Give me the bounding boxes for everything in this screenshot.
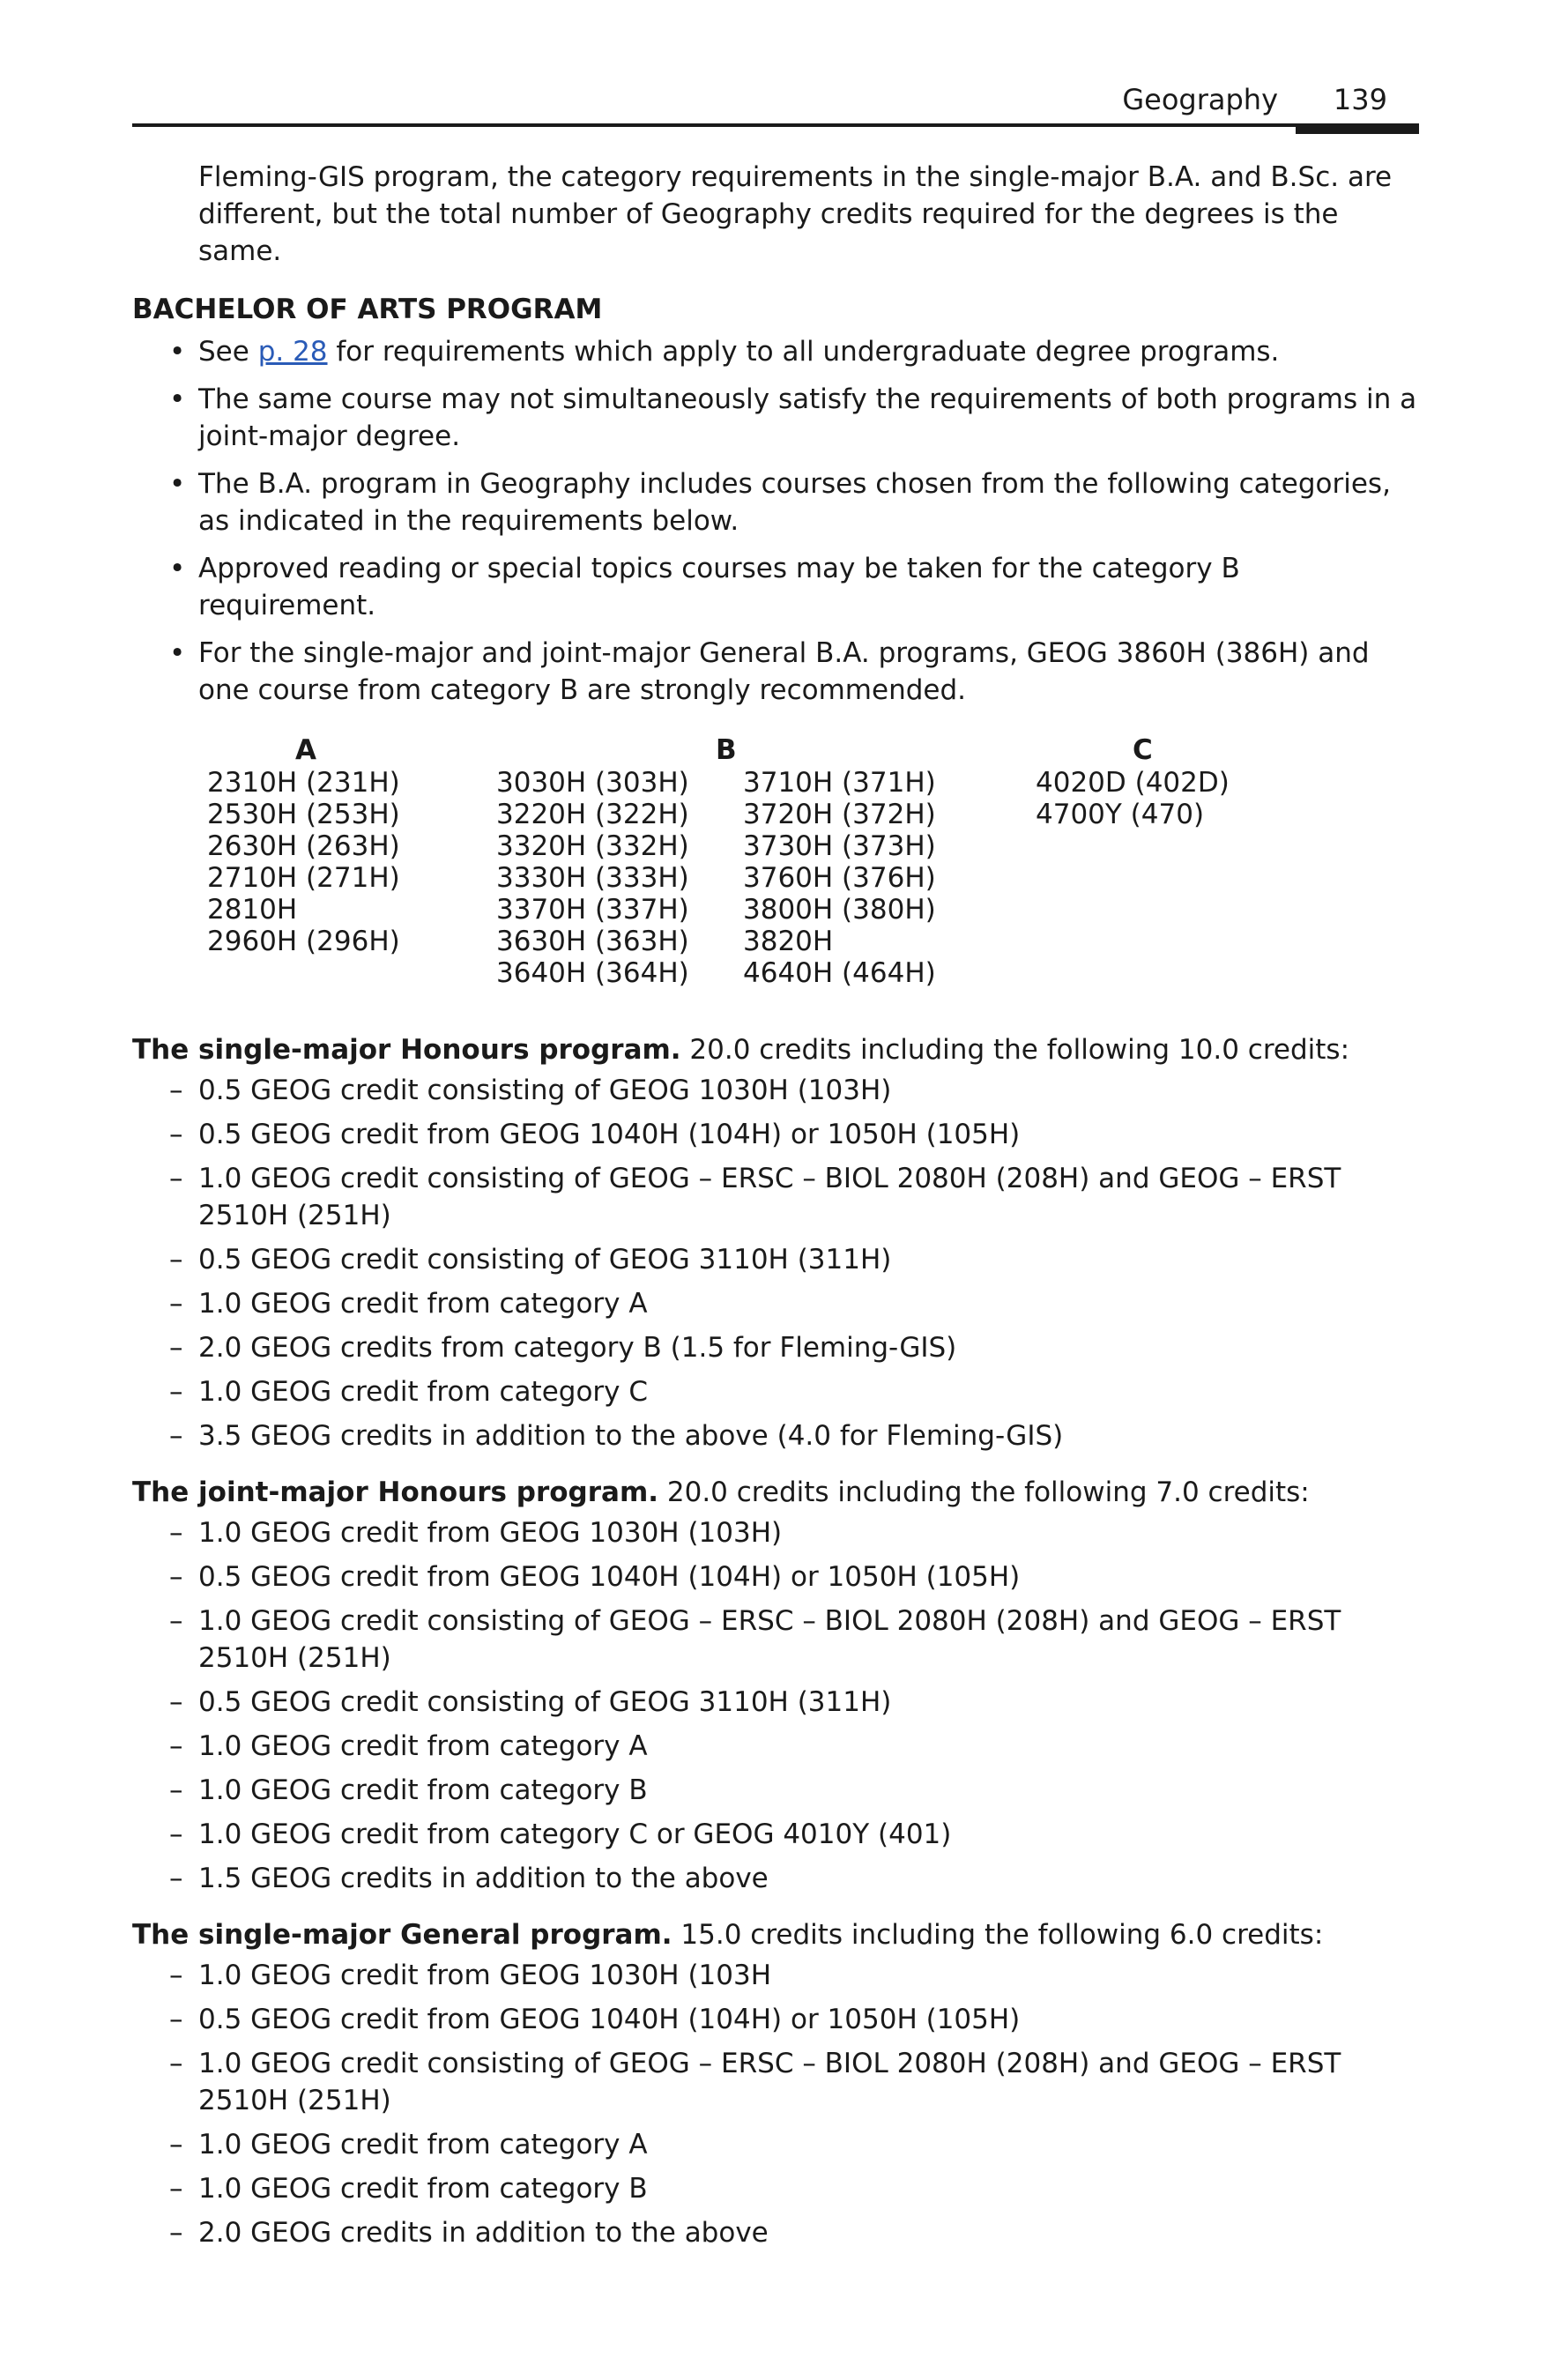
course-code: 3730H (373H) <box>743 830 936 862</box>
program-section <box>132 1031 1419 1454</box>
requirement-item <box>132 1417 1419 1454</box>
requirement-text: 0.5 GEOG credit from GEOG 1040H (104H) or 1050H (105H) <box>198 2004 1021 2035</box>
course-code: 3710H (371H) <box>743 767 936 799</box>
bullet-icon: • <box>169 637 186 669</box>
requirement-text: 2.0 GEOG credits from category B (1.5 for Fleming-GIS) <box>198 1332 957 1364</box>
requirement-item <box>132 1860 1419 1897</box>
program-requirements <box>132 1031 1419 2251</box>
requirement-item <box>132 2126 1419 2163</box>
requirement-text: 1.0 GEOG credit from GEOG 1030H (103H <box>198 1960 772 1991</box>
dash-icon: – <box>169 1420 183 1452</box>
category-b-heading: B <box>716 734 737 766</box>
bullet-item <box>132 333 1419 370</box>
course-code: 3820H <box>743 926 834 957</box>
course-code: 4020D (402D) <box>1036 767 1230 799</box>
requirement-text: 1.0 GEOG credit consisting of GEOG – ERSC – BIOL 2080H (208H) and GEOG – ERST 2510H (251H) <box>198 2048 1341 2116</box>
running-header <box>132 79 1419 127</box>
intro-paragraph: Fleming-GIS program, the category requirements in the single-major B.A. and B.Sc. are different, but the total number of Geography credits required for the degrees is the same. <box>198 161 1393 267</box>
header-tab-bar <box>1296 125 1419 134</box>
course-code: 3320H (332H) <box>496 830 689 862</box>
program-heading <box>132 1916 1419 1953</box>
page-number: 139 <box>1333 83 1387 116</box>
course-code: 3630H (363H) <box>496 926 689 957</box>
course-code: 3640H (364H) <box>496 957 689 989</box>
requirement-item <box>132 2170 1419 2207</box>
bullet-item <box>132 635 1419 709</box>
dash-icon: – <box>169 1119 183 1150</box>
requirement-item <box>132 1373 1419 1410</box>
page-link[interactable]: p. 28 <box>257 336 328 368</box>
category-c-column <box>1036 767 1230 830</box>
program-description: 15.0 credits including the following 6.0 credits: <box>672 1919 1324 1951</box>
dash-icon: – <box>169 1730 183 1762</box>
course-code: 2530H (253H) <box>207 799 400 830</box>
dash-icon: – <box>169 1561 183 1593</box>
requirement-text: 1.0 GEOG credit from category C or GEOG 4010Y (401) <box>198 1818 952 1850</box>
bullet-icon: • <box>169 336 186 368</box>
requirement-item <box>132 1684 1419 1721</box>
requirement-list <box>132 1514 1419 1897</box>
requirement-item <box>132 1957 1419 1994</box>
category-a-column <box>207 767 400 957</box>
requirement-item <box>132 1116 1419 1153</box>
requirement-text: 1.0 GEOG credit consisting of GEOG – ERSC – BIOL 2080H (208H) and GEOG – ERST 2510H (251H) <box>198 1163 1341 1231</box>
requirement-item <box>132 1072 1419 1109</box>
category-b-column-2 <box>743 767 936 989</box>
bullet-icon: • <box>169 468 186 500</box>
dash-icon: – <box>169 1288 183 1320</box>
requirement-text: 0.5 GEOG credit from GEOG 1040H (104H) or 1050H (105H) <box>198 1119 1021 1150</box>
dash-icon: – <box>169 1605 183 1637</box>
dash-icon: – <box>169 2173 183 2205</box>
requirement-item <box>132 2214 1419 2251</box>
requirement-item <box>132 1772 1419 1809</box>
course-code: 3800H (380H) <box>743 894 936 926</box>
requirement-text: 3.5 GEOG credits in addition to the above (4.0 for Fleming-GIS) <box>198 1420 1064 1452</box>
requirement-item <box>132 1329 1419 1366</box>
dash-icon: – <box>169 2048 183 2079</box>
course-code: 2960H (296H) <box>207 926 400 957</box>
requirement-text: 1.0 GEOG credit from category B <box>198 1774 648 1806</box>
requirement-item <box>132 1241 1419 1278</box>
course-code: 3760H (376H) <box>743 862 936 894</box>
program-title: The single-major General program. <box>132 1919 672 1951</box>
program-description: 20.0 credits including the following 7.0 credits: <box>658 1476 1310 1508</box>
dash-icon: – <box>169 1163 183 1194</box>
program-heading <box>132 1474 1419 1511</box>
dash-icon: – <box>169 1075 183 1106</box>
requirement-text: 1.0 GEOG credit from category B <box>198 2173 648 2205</box>
page-body <box>132 159 1419 2271</box>
program-description: 20.0 credits including the following 10.0 credits: <box>680 1034 1350 1066</box>
category-table <box>132 732 1419 1031</box>
requirement-list <box>132 1957 1419 2251</box>
requirement-item <box>132 2001 1419 2038</box>
bullet-text: For the single-major and joint-major General B.A. programs, GEOG 3860H (386H) and one course from category B are strongly recommended. <box>198 637 1370 706</box>
requirement-list <box>132 1072 1419 1454</box>
requirement-item <box>132 2045 1419 2119</box>
requirement-text: 1.0 GEOG credit from GEOG 1030H (103H) <box>198 1517 783 1549</box>
course-code: 2630H (263H) <box>207 830 400 862</box>
requirement-text: 0.5 GEOG credit consisting of GEOG 3110H (311H) <box>198 1244 892 1276</box>
dash-icon: – <box>169 1332 183 1364</box>
program-section <box>132 1916 1419 2251</box>
course-code: 4640H (464H) <box>743 957 936 989</box>
course-code: 3030H (303H) <box>496 767 689 799</box>
ba-bullet-list <box>132 333 1419 709</box>
bullet-icon: • <box>169 553 186 584</box>
requirement-item <box>132 1603 1419 1677</box>
dash-icon: – <box>169 2217 183 2249</box>
course-code: 3370H (337H) <box>496 894 689 926</box>
bullet-item <box>132 381 1419 455</box>
dash-icon: – <box>169 1960 183 1991</box>
requirement-item <box>132 1816 1419 1853</box>
dash-icon: – <box>169 1517 183 1549</box>
bullet-item <box>132 465 1419 539</box>
program-title: The single-major Honours program. <box>132 1034 681 1066</box>
requirement-text: 1.0 GEOG credit from category A <box>198 1288 648 1320</box>
bullet-icon: • <box>169 383 186 415</box>
category-b-column-1 <box>496 767 689 989</box>
requirement-text: 1.5 GEOG credits in addition to the above <box>198 1863 769 1894</box>
requirement-text: 0.5 GEOG credit consisting of GEOG 1030H (103H) <box>198 1075 892 1106</box>
requirement-text: 1.0 GEOG credit from category A <box>198 1730 648 1762</box>
bullet-item <box>132 550 1419 624</box>
requirement-text: 0.5 GEOG credit consisting of GEOG 3110H (311H) <box>198 1686 892 1718</box>
bullet-text: See <box>198 336 258 368</box>
requirement-item <box>132 1728 1419 1765</box>
dash-icon: – <box>169 1818 183 1850</box>
course-code: 2310H (231H) <box>207 767 400 799</box>
dash-icon: – <box>169 1863 183 1894</box>
section-title: Geography <box>1122 83 1278 116</box>
requirement-text: 1.0 GEOG credit from category A <box>198 2129 648 2161</box>
requirement-text: 2.0 GEOG credits in addition to the above <box>198 2217 769 2249</box>
dash-icon: – <box>169 2129 183 2161</box>
program-title: The joint-major Honours program. <box>132 1476 659 1508</box>
requirement-item <box>132 1160 1419 1234</box>
dash-icon: – <box>169 2004 183 2035</box>
requirement-text: 1.0 GEOG credit consisting of GEOG – ERSC – BIOL 2080H (208H) and GEOG – ERST 2510H (251H) <box>198 1605 1341 1674</box>
dash-icon: – <box>169 1244 183 1276</box>
dash-icon: – <box>169 1774 183 1806</box>
dash-icon: – <box>169 1376 183 1408</box>
program-section <box>132 1474 1419 1897</box>
course-code: 3720H (372H) <box>743 799 936 830</box>
bullet-text: The B.A. program in Geography includes courses chosen from the following categories, as indicated in the requirements below. <box>198 468 1391 537</box>
category-c-heading: C <box>1133 734 1153 766</box>
bullet-text: for requirements which apply to all undergraduate degree programs. <box>327 336 1280 368</box>
requirement-item <box>132 1558 1419 1595</box>
dash-icon: – <box>169 1686 183 1718</box>
requirement-item <box>132 1285 1419 1322</box>
course-code: 2710H (271H) <box>207 862 400 894</box>
course-code: 3220H (322H) <box>496 799 689 830</box>
category-a-heading: A <box>295 734 316 766</box>
program-heading <box>132 1031 1419 1068</box>
requirement-text: 1.0 GEOG credit from category C <box>198 1376 649 1408</box>
ba-heading: BACHELOR OF ARTS PROGRAM <box>132 294 603 325</box>
requirement-item <box>132 1514 1419 1551</box>
bullet-text: The same course may not simultaneously satisfy the requirements of both programs in a joint-major degree. <box>198 383 1417 452</box>
requirement-text: 0.5 GEOG credit from GEOG 1040H (104H) or 1050H (105H) <box>198 1561 1021 1593</box>
course-code: 3330H (333H) <box>496 862 689 894</box>
course-code: 4700Y (470) <box>1036 799 1205 830</box>
bullet-text: Approved reading or special topics courses may be taken for the category B requirement. <box>198 553 1240 621</box>
course-code: 2810H <box>207 894 298 926</box>
